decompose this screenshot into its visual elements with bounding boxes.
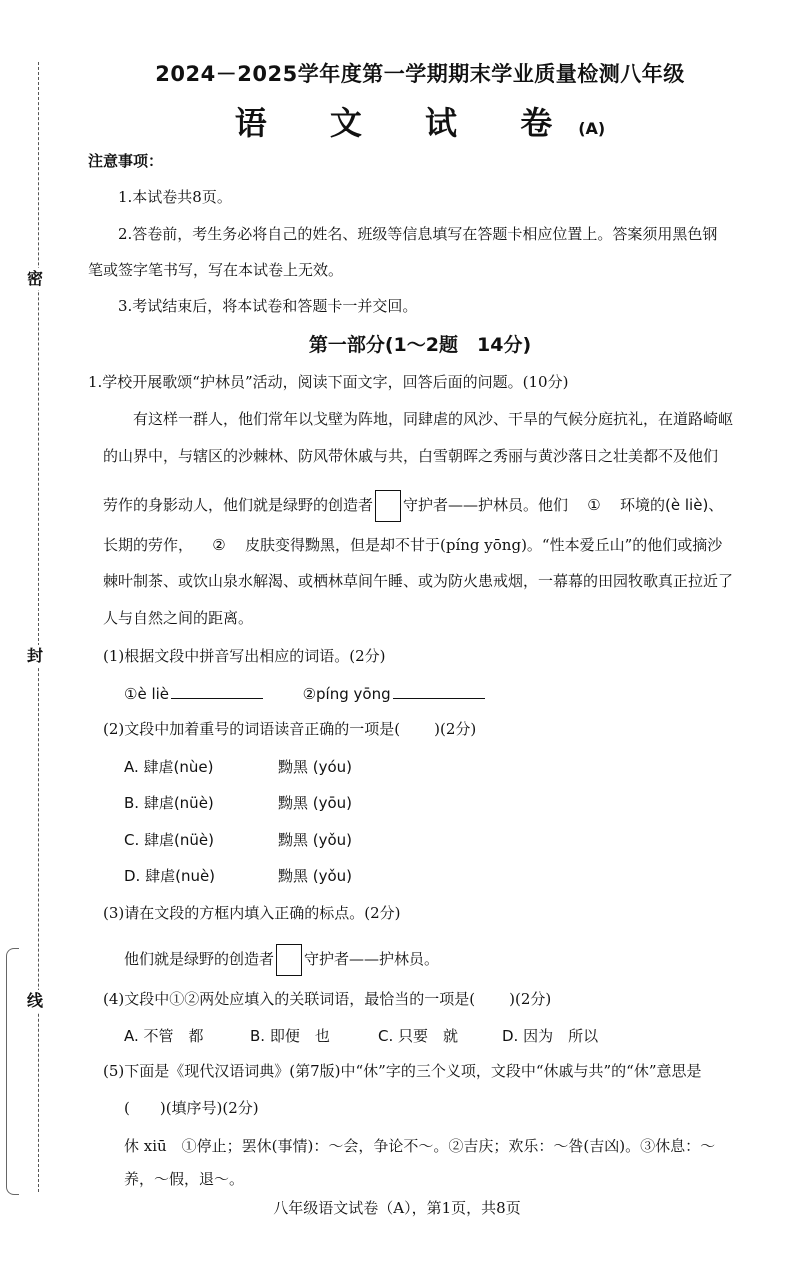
q1-passage-line-6: 人与自然之间的距离。 [103, 609, 254, 627]
exam-variant: (A) [578, 119, 606, 138]
sub4-option-a[interactable]: A. 不管 都 [124, 1027, 204, 1045]
sub2-option-b[interactable]: B. 肆虐(nüè) [124, 794, 214, 812]
sub5-stem: (5)下面是《现代汉语词典》(第7版)中“休”字的三个义项，文段中“休戚与共”的“休”意思是 [103, 1062, 702, 1080]
sub3-stem: (3)请在文段的方框内填入正确的标点。(2分) [103, 904, 401, 922]
notice-item-3: 3.考试结束后，将本试卷和答题卡一并交回。 [118, 297, 418, 315]
q1-passage-line-3: 劳作的身影动人，他们就是绿野的创造者 守护者——护林员。他们 ① 环境的(è liè)、 [103, 490, 723, 522]
sub4-option-c[interactable]: C. 只要 就 [378, 1027, 459, 1045]
margin-bracket [6, 948, 19, 1195]
sub4-option-d[interactable]: D. 因为 所以 [502, 1027, 599, 1045]
page-footer: 八年级语文试卷（A），第1页，共8页 [273, 1199, 521, 1217]
sub1-stem: (1)根据文段中拼音写出相应的词语。(2分) [103, 647, 386, 665]
sub5-definition-2: 养，～假，退～。 [124, 1170, 245, 1188]
sub2-option-d-right: 黝黑 (yǒu) [278, 867, 353, 885]
section-title: 第一部分(1～2题 14分) [308, 334, 532, 356]
sub1-answers: ①è liè ②píng yōng [124, 683, 485, 705]
sub2-option-a-right: 黝黑 (yóu) [278, 758, 353, 776]
exam-title: 语 文 试 卷(A) [234, 104, 606, 142]
blank-1: ① [587, 496, 601, 514]
sub5-definition-1: 休 xiū ①停止；罢休(事情)：～会，争论不～。②吉庆；欢乐：～咎(吉凶)。③休息：～ [124, 1137, 716, 1155]
punctuation-answer-box[interactable] [276, 944, 302, 976]
sub2-option-c[interactable]: C. 肆虐(nüè) [124, 831, 214, 849]
sub2-stem: (2)文段中加着重号的词语读音正确的一项是( )(2分) [103, 720, 477, 738]
sub4-stem: (4)文段中①②两处应填入的关联词语，最恰当的一项是( )(2分) [103, 990, 552, 1008]
q1-passage-line-4: 长期的劳作， ② 皮肤变得黝黑，但是却不甘于(píng yōng)。“性本爱丘山”的他们或摘沙 [103, 536, 723, 554]
q1-passage-line-1: 有这样一群人，他们常年以戈壁为阵地，同肆虐的风沙、干旱的气候分庭抗礼，在道路崎岖 [133, 410, 734, 428]
notice-item-2a: 2.答卷前，考生务必将自己的姓名、班级等信息填写在答题卡相应位置上。答案须用黑色钢 [118, 225, 718, 243]
q1-stem: 1.学校开展歌颂“护林员”活动，阅读下面文字，回答后面的问题。(10分) [88, 373, 569, 391]
seal-line [38, 62, 39, 1192]
punctuation-box[interactable] [375, 490, 401, 522]
q1-passage-line-5: 棘叶制茶、或饮山泉水解渴、或栖林草间午睡、或为防火患戒烟，一幕幕的田园牧歌真正拉近了 [103, 572, 734, 590]
sub4-option-b[interactable]: B. 即便 也 [250, 1027, 330, 1045]
notice-item-2b: 笔或签字笔书写，写在本试卷上无效。 [88, 261, 344, 279]
notice-label: 注意事项： [88, 152, 164, 170]
notice-item-1: 1.本试卷共8页。 [118, 188, 232, 206]
q1-passage-line-2: 的山界中，与辖区的沙棘林、防风带休戚与共，白雪朝晖之秀丽与黄沙落日之壮美都不及他们 [103, 447, 719, 465]
exam-header: 2024－2025学年度第一学期期末学业质量检测八年级 [155, 62, 685, 86]
answer-blank-2[interactable] [393, 684, 485, 699]
seal-mark-mi: 密 [27, 269, 44, 288]
sub3-sentence: 他们就是绿野的创造者 守护者——护林员。 [124, 944, 439, 976]
answer-blank-1[interactable] [171, 684, 263, 699]
sub2-option-a[interactable]: A. 肆虐(nùe) [124, 758, 214, 776]
blank-2: ② [212, 536, 226, 554]
sub2-option-d[interactable]: D. 肆虐(nuè) [124, 867, 216, 885]
sub5-answer-paren: ( )(填序号)(2分) [124, 1099, 259, 1117]
sub2-option-c-right: 黝黑 (yǒu) [278, 831, 353, 849]
sub2-option-b-right: 黝黑 (yōu) [278, 794, 353, 812]
seal-mark-feng: 封 [27, 646, 44, 665]
seal-mark-xian: 线 [27, 991, 44, 1010]
